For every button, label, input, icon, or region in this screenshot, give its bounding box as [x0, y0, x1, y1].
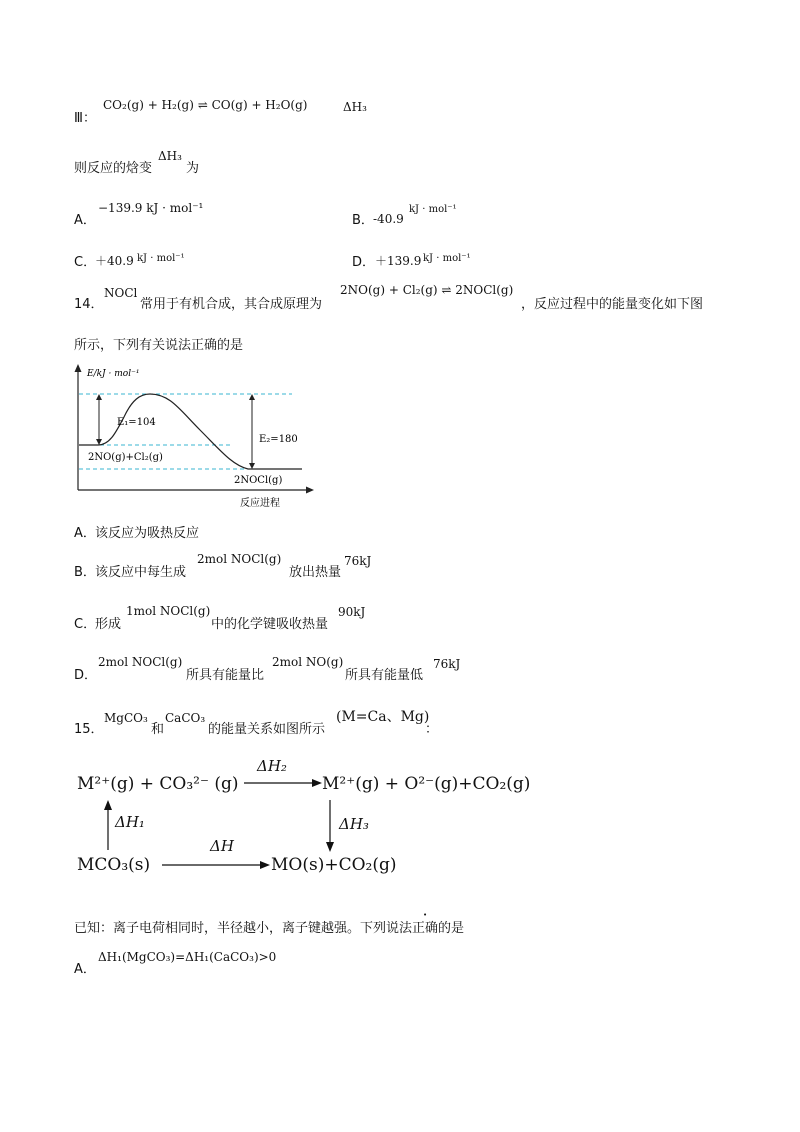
- cycle-bottom-right: MO(s)+CO₂(g): [271, 855, 397, 875]
- q14-text2: ，反应过程中的能量变化如下图: [521, 297, 704, 312]
- option-c-value: ＋40.9: [95, 254, 134, 268]
- q15-number: 15．: [74, 722, 104, 737]
- e2-label: E₂=180: [259, 434, 298, 445]
- option-d-label[interactable]: D．: [352, 255, 376, 270]
- option-a-value: −139.9 kJ · mol⁻¹: [98, 201, 204, 215]
- q14-option-d-value: 76kJ: [433, 657, 461, 671]
- roman-numeral-iii: Ⅲ：: [74, 111, 96, 126]
- q14-option-c-value: 90kJ: [338, 605, 366, 619]
- q14-number: 14．: [74, 297, 104, 312]
- question-enthalpy: ΔH₃: [158, 149, 182, 163]
- reaction-iii: CO₂(g) + H₂(g) ⇌ CO(g) + H₂O(g): [103, 98, 308, 112]
- e2-arrow-head-top: [249, 394, 255, 400]
- cycle-top-left: M²⁺(g) + CO₃²⁻ (g): [77, 774, 239, 794]
- q14-option-a-text: 该反应为吸热反应: [95, 526, 200, 541]
- product-label: 2NOCl(g): [234, 475, 283, 486]
- q14-option-c-label[interactable]: C．: [74, 617, 97, 632]
- cycle-top-right: M²⁺(g) + O²⁻(g)+CO₂(g): [322, 774, 531, 794]
- q14-text1: 常用于有机合成，其合成原理为: [140, 297, 323, 312]
- q15-condition: (M=Ca、Mg): [336, 709, 430, 725]
- cycle-arrow-dh1: [100, 800, 116, 852]
- option-b-unit: kJ · mol⁻¹: [409, 204, 457, 215]
- cycle-arrow-dh: [162, 858, 272, 872]
- cycle-dh3: ΔH₃: [339, 815, 369, 833]
- option-d-unit: kJ · mol⁻¹: [423, 253, 471, 264]
- q14-option-c-pre: 形成: [95, 617, 122, 632]
- question-suffix: 为: [186, 161, 200, 176]
- cycle-dh1: ΔH₁: [115, 813, 145, 831]
- q14-option-d-mid1: 所具有能量比: [186, 668, 265, 683]
- q15-text1: 的能量关系如图所示: [208, 722, 326, 737]
- q15-formula-caco3: CaCO₃: [165, 711, 206, 725]
- cycle-bottom-left: MCO₃(s): [77, 855, 151, 875]
- option-b-value: -40.9: [373, 212, 404, 226]
- q14-option-b-formula: 2mol NOCl(g): [197, 552, 282, 566]
- q14-option-c-mid: 中的化学键吸收热量: [211, 617, 329, 632]
- x-axis-arrow: [306, 487, 314, 494]
- cycle-arrow-dh3: [322, 800, 338, 852]
- q15-option-a-label[interactable]: A．: [74, 962, 96, 977]
- q15-known-prefix: 已知：离子电荷相同时，半径越小，离子键越强。下列说法: [74, 921, 413, 936]
- q14-option-b-value: 76kJ: [344, 554, 372, 568]
- e2-arrow-head-bottom: [249, 463, 255, 469]
- q14-option-b-label[interactable]: B．: [74, 565, 96, 580]
- q14-option-b-mid: 放出热量: [289, 565, 342, 580]
- cycle-arrow-dh2: [244, 776, 324, 790]
- reaction-iii-enthalpy: ΔH₃: [343, 100, 367, 114]
- option-d-value: ＋139.9: [375, 254, 422, 268]
- q14-option-d-label[interactable]: D．: [74, 668, 98, 683]
- energy-diagram: [70, 362, 320, 512]
- option-c-label[interactable]: C．: [74, 255, 97, 270]
- option-c-unit: kJ · mol⁻¹: [137, 253, 185, 264]
- reactant-label: 2NO(g)+Cl₂(g): [88, 452, 163, 463]
- q14-option-c-formula: 1mol NOCl(g): [126, 604, 211, 618]
- option-b-label[interactable]: B．: [352, 213, 374, 228]
- q15-known: [74, 922, 464, 935]
- q14-option-b-pre: 该反应中每生成: [95, 565, 187, 580]
- x-axis-label: 反应进程: [240, 498, 280, 509]
- q15-known-emphasis: 正确: [412, 921, 439, 936]
- e1-arrow-head-top: [96, 394, 102, 400]
- q14-reaction: 2NO(g) + Cl₂(g) ⇌ 2NOCl(g): [340, 283, 514, 297]
- cycle-dh2: ΔH₂: [257, 757, 287, 775]
- q15-tail: ：: [425, 722, 439, 737]
- q14-nocl: NOCl: [104, 286, 138, 300]
- y-axis-label: E/kJ · mol⁻¹: [87, 369, 140, 379]
- q15-option-a-text: ΔH₁(MgCO₃)=ΔH₁(CaCO₃)>0: [98, 950, 277, 964]
- q14-option-a-label[interactable]: A．: [74, 526, 96, 541]
- q15-formula-mgco3: MgCO₃: [104, 711, 148, 725]
- q14-text3: 所示，下列有关说法正确的是: [74, 338, 244, 353]
- y-axis-arrow: [75, 364, 82, 372]
- q14-option-d-formula2: 2mol NO(g): [272, 655, 344, 669]
- q15-known-suffix: 的是: [438, 921, 465, 936]
- q14-option-d-formula1: 2mol NOCl(g): [98, 655, 183, 669]
- cycle-dh: ΔH: [210, 837, 234, 855]
- q15-and: 和: [151, 722, 165, 737]
- q14-option-d-mid2: 所具有能量低: [345, 668, 424, 683]
- e1-label: E₁=104: [117, 417, 156, 428]
- option-a-label[interactable]: A．: [74, 213, 96, 228]
- question-prefix: 则反应的焓变: [74, 161, 153, 176]
